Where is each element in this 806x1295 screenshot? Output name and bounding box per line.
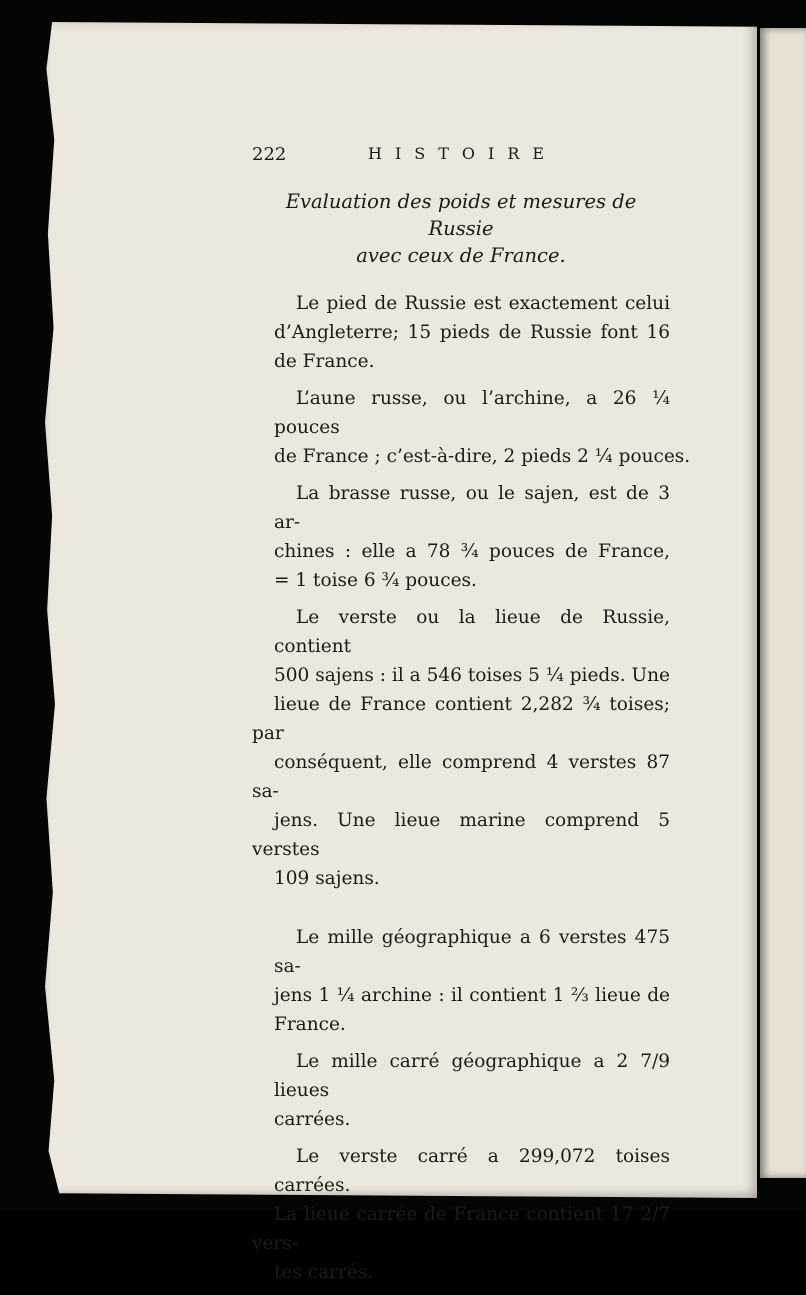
- text-line: chines : elle a 78 ¾ pouces de France,: [274, 541, 670, 562]
- text-line: France.: [274, 1014, 346, 1035]
- section-title: [252, 188, 670, 269]
- text-line: jens. Une lieue marine comprend 5 verstes: [252, 810, 670, 860]
- section-title-line-1: Evaluation des poids et mesures de Russie: [285, 190, 637, 240]
- text-line: Le verste carré a 299,072 toises carrées.: [274, 1146, 670, 1196]
- paragraph-verste-carre: [252, 1142, 670, 1287]
- text-line: Le mille carré géographique a 2 7/9 lieues: [274, 1051, 670, 1101]
- paragraph-verste: [252, 603, 670, 893]
- text-line: Le mille géographique a 6 verstes 475 sa-: [274, 927, 670, 977]
- text-line: La brasse russe, ou le sajen, est de 3 ar-: [274, 483, 670, 533]
- paragraph-foot: [252, 289, 670, 376]
- paragraph-mille: [252, 923, 670, 1039]
- text-line: Le pied de Russie est exactement celui: [296, 293, 670, 314]
- text-line: lieue de France contient 2,282 ¾ toises; par: [252, 694, 670, 744]
- paragraph-aune: [252, 384, 691, 471]
- text-line: d’Angleterre; 15 pieds de Russie font 16: [274, 322, 670, 343]
- text-line: de France.: [274, 351, 375, 372]
- section-title-line-2: avec ceux de France.: [356, 244, 566, 267]
- page-number: 222: [252, 144, 287, 165]
- paragraph-brasse: [252, 479, 670, 595]
- page-content: [252, 142, 691, 1295]
- text-line: La lieue carrée de France contient 17 2/7 vers-: [252, 1204, 670, 1254]
- running-head: [252, 142, 670, 168]
- running-head-title: HISTOIRE: [368, 144, 558, 163]
- text-line: conséquent, elle comprend 4 verstes 87 sa-: [252, 752, 670, 802]
- next-page-edge: [760, 28, 806, 1178]
- text-line: jens 1 ¼ archine : il contient 1 ⅔ lieue de: [274, 985, 670, 1006]
- text-line: carrées.: [274, 1109, 351, 1130]
- text-line: = 1 toise 6 ¾ pouces.: [274, 570, 477, 591]
- text-line: tes carrés.: [274, 1262, 374, 1283]
- text-line: de France ; c’est-à-dire, 2 pieds 2 ¼ pouces.: [274, 446, 691, 467]
- paragraph-mille-carre: [252, 1047, 670, 1134]
- text-line: Le verste ou la lieue de Russie, contient: [274, 607, 670, 657]
- text-line: L’aune russe, ou l’archine, a 26 ¼ pouces: [274, 388, 670, 438]
- text-line: 109 sajens.: [274, 868, 380, 889]
- body-text: [252, 289, 691, 1287]
- text-line: 500 sajens : il a 546 toises 5 ¼ pieds. Une: [274, 665, 670, 686]
